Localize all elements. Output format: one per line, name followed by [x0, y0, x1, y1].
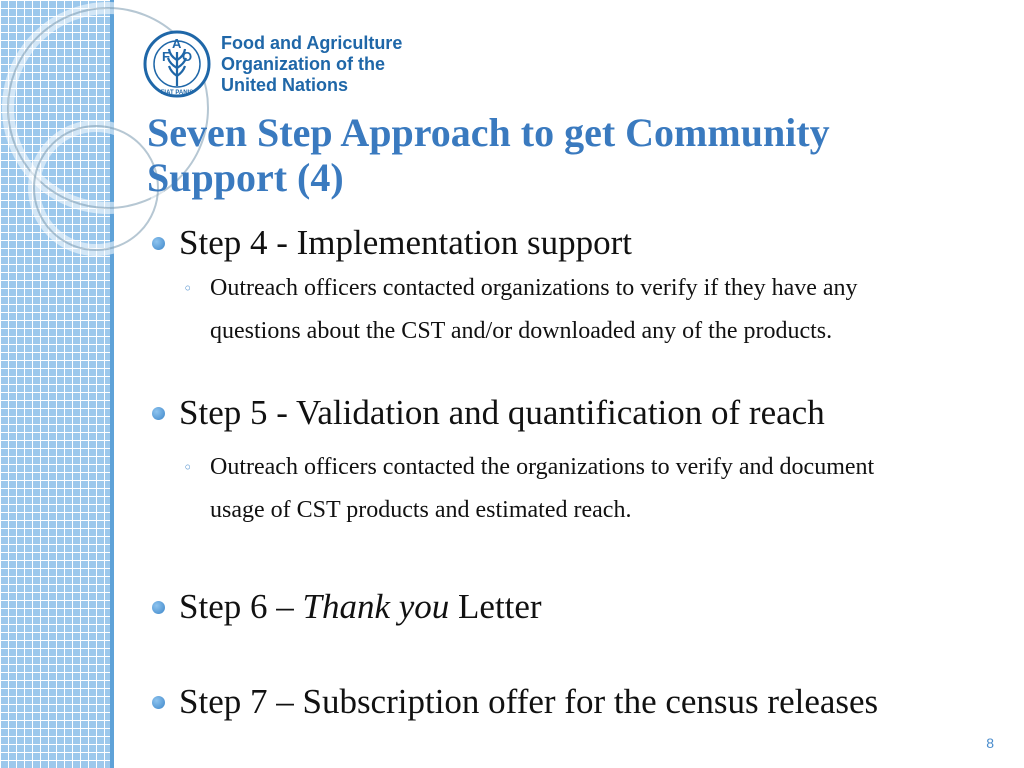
- bullet-step-4: [152, 222, 632, 264]
- sub-bullet-ring-icon: ◦: [183, 458, 193, 477]
- organization-name-line-1: Food and Agriculture: [221, 33, 403, 53]
- sub-bullet-ring-icon: ◦: [183, 279, 193, 298]
- bullet-text-before: Step 6 –: [179, 587, 303, 626]
- bullet-step-5: [152, 392, 825, 434]
- bullet-dot-icon: [152, 407, 165, 420]
- emblem-letter-f: F: [162, 49, 170, 64]
- bullet-dot-icon: [152, 237, 165, 250]
- bullet-text: Step 7 – Subscription offer for the census releases: [179, 682, 879, 721]
- bullet-text-after: Letter: [449, 587, 542, 626]
- emblem-letter-a: A: [172, 36, 182, 51]
- organization-name-line-3: United Nations: [221, 75, 349, 95]
- sub-bullet-line-2: usage of CST products and estimated reach.: [210, 497, 632, 523]
- bullet-step-7: [152, 681, 878, 723]
- sub-bullet-line-1: Outreach officers contacted organizations to verify if they have any: [210, 275, 858, 301]
- sub-bullet-line-1: Outreach officers contacted the organizations to verify and document: [210, 454, 875, 480]
- slide-title-line-1: Seven Step Approach to get Community: [147, 110, 830, 155]
- bullet-text: [179, 587, 542, 627]
- sub-bullet-line-2: questions about the CST and/or downloaded any of the products.: [210, 318, 833, 344]
- bullet-text-italic: Thank you: [302, 587, 450, 626]
- slide-title-line-2: Support (4): [147, 155, 344, 200]
- organization-name-line-2: Organization of the: [221, 54, 385, 74]
- page-number: 8: [986, 735, 994, 751]
- sub-bullet-text: [210, 267, 1010, 353]
- bullet-text: Step 4 - Implementation support: [179, 223, 632, 262]
- bullet-dot-icon: [152, 696, 165, 709]
- sub-bullet-text: [210, 446, 1010, 532]
- bullet-step-6: [152, 586, 542, 628]
- emblem-letter-o: O: [182, 49, 193, 64]
- bullet-dot-icon: [152, 601, 165, 614]
- emblem-motto: FIAT PANIS: [160, 90, 194, 96]
- bullet-text: Step 5 - Validation and quantification of reach: [179, 393, 825, 432]
